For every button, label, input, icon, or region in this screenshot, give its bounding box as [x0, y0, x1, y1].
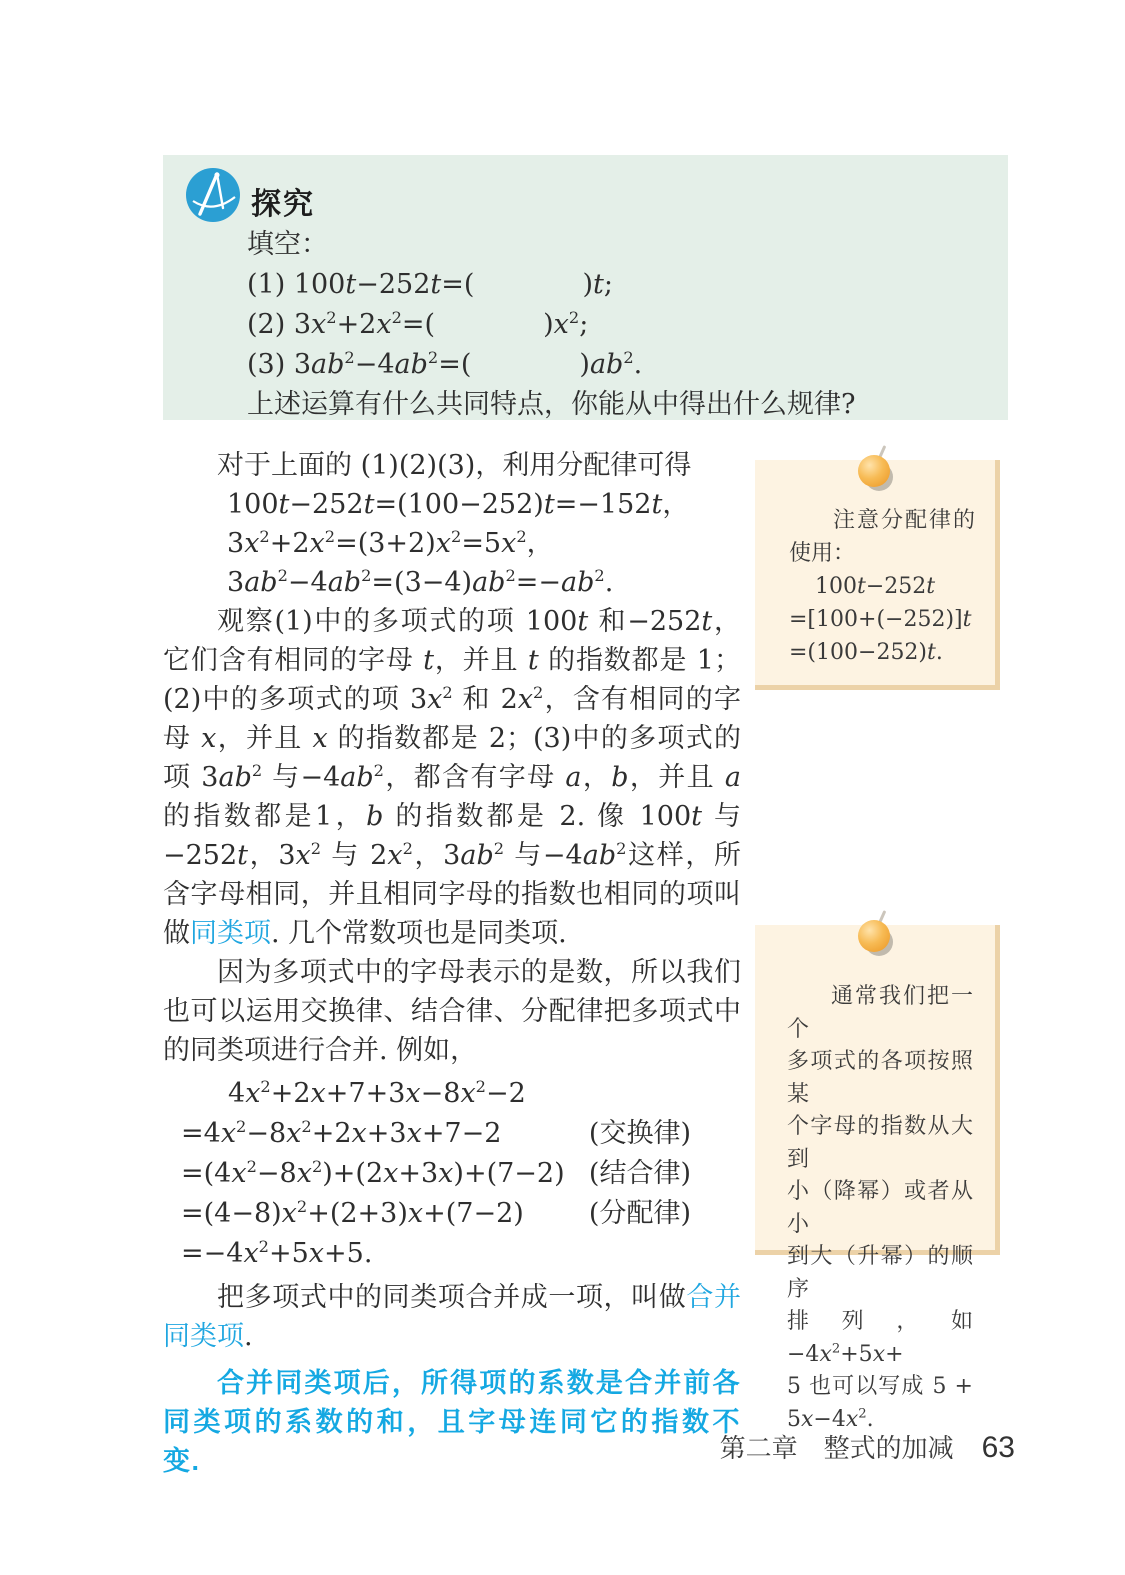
note-line: 排列，如$-4x^2+5x+$ — [787, 1309, 973, 1367]
note-line: 注意分配律的 — [833, 508, 975, 533]
note-line: 到大（升幂）的顺序 — [787, 1244, 973, 1302]
derivation-expression: $4x^2+2x+7+3x-8x^2-2$ — [228, 1077, 526, 1109]
note-line: 小（降幂）或者从小 — [787, 1179, 973, 1237]
derivation-row — [163, 1154, 741, 1194]
note-equation: =[100+(−252)]t — [789, 607, 972, 632]
explore-box — [163, 155, 1008, 420]
paragraph-definition: 把多项式中的同类项合并成一项，叫做合并同类项. — [163, 1282, 742, 1352]
page-footer — [720, 1428, 1015, 1465]
derivation-expression: $=(4x^2-8x^2)+(2x+3x)+(7-2)$ — [181, 1157, 565, 1189]
derivation-row — [163, 1074, 741, 1114]
margin-note-distributive — [755, 460, 1000, 690]
derivation-block — [163, 1074, 741, 1274]
main-column — [163, 446, 741, 1481]
law-label — [691, 1074, 741, 1114]
derivation-expression: $=-4x^2+5x+5$. — [181, 1237, 373, 1269]
key-rule-paragraph: 合并同类项后，所得项的系数是合并前各同类项的系数的和，且字母连同它的指数不变. — [163, 1368, 741, 1476]
note-line: 通常我们把一个 — [787, 984, 973, 1042]
equation-line: $3ab^2-4ab^2=(3-4)ab^2=-ab^2$. — [227, 566, 614, 598]
explore-item-3: (3) $3ab^2-4ab^2=$( )$ab^2$. — [247, 348, 643, 380]
derivation-expression: $=(4-8)x^2+(2+3)x+(7-2)$ — [181, 1197, 524, 1229]
explore-header — [163, 163, 1008, 225]
explore-item-1: (1) 100t−252t=( )t; — [247, 269, 613, 300]
paragraph-laws: 因为多项式中的字母表示的是数，所以我们也可以运用交换律、结合律、分配律把多项式中的同类项进行合并. 例如， — [163, 957, 741, 1066]
compass-icon — [185, 167, 241, 223]
note-equation: =(100−252)t. — [789, 640, 943, 665]
note-line: 个字母的指数从大到 — [787, 1114, 973, 1172]
note-equation: 100t−252t — [815, 574, 936, 599]
explore-prompt: 填空： — [247, 229, 328, 260]
law-label: (交换律) — [588, 1118, 691, 1149]
law-label — [691, 1234, 741, 1274]
note-line: 5 也可以写成 5 + — [787, 1374, 973, 1399]
derivation-expression: $=4x^2-8x^2+2x+3x+7-2$ — [181, 1117, 502, 1149]
derivation-row — [163, 1234, 741, 1274]
derivation-row — [163, 1114, 741, 1154]
paragraph-observe: 观察(1)中的多项式的项 100t 和−252t，它们含有相同的字母 t，并且 t 的指数都是 1；(2)中的多项式的项 $3x^2$ 和 $2x^2$，含有相同的字母 x，并且 x 的指数都是 2；(3)中的多项式的项 $3ab^2$ 与$-4ab^2$，都含有字母 a，b，并且 a 的指数都是1，b 的指数都是 2. 像 100t 与−252t，$3x^2$ 与 $2x^2$，$3ab^2$ 与$-4ab^2$这样，所含字母相同，并且相同字母的指数也相同的项叫做同类项. 几个常数项也是同类项. — [163, 606, 742, 949]
law-label: (结合律) — [588, 1158, 691, 1189]
pin-icon — [852, 909, 898, 963]
explore-question: 上述运算有什么共同特点，你能从中得出什么规律? — [247, 389, 856, 420]
law-label: (分配律) — [588, 1198, 691, 1229]
equation-line: $3x^2+2x^2=(3+2)x^2=5x^2$， — [227, 527, 554, 559]
explore-title: 探究 — [251, 188, 315, 221]
margin-note-ordering — [755, 925, 1000, 1432]
paragraph-intro: 对于上面的 (1)(2)(3)，利用分配律可得 — [217, 450, 692, 481]
note-line: 使用： — [789, 541, 856, 566]
note-line: 多项式的各项按照某 — [787, 1049, 973, 1107]
pin-icon — [852, 444, 898, 498]
derivation-row — [163, 1194, 741, 1234]
page-number: 63 — [981, 1431, 1015, 1464]
equation-line: 100t−252t=(100−252)t=−152t， — [227, 489, 690, 520]
explore-item-2: (2) $3x^2+2x^2=$( )$x^2$; — [247, 308, 589, 340]
chapter-title: 第二章 整式的加减 — [719, 1433, 954, 1463]
note-line: $5x-4x^2$. — [787, 1406, 874, 1432]
